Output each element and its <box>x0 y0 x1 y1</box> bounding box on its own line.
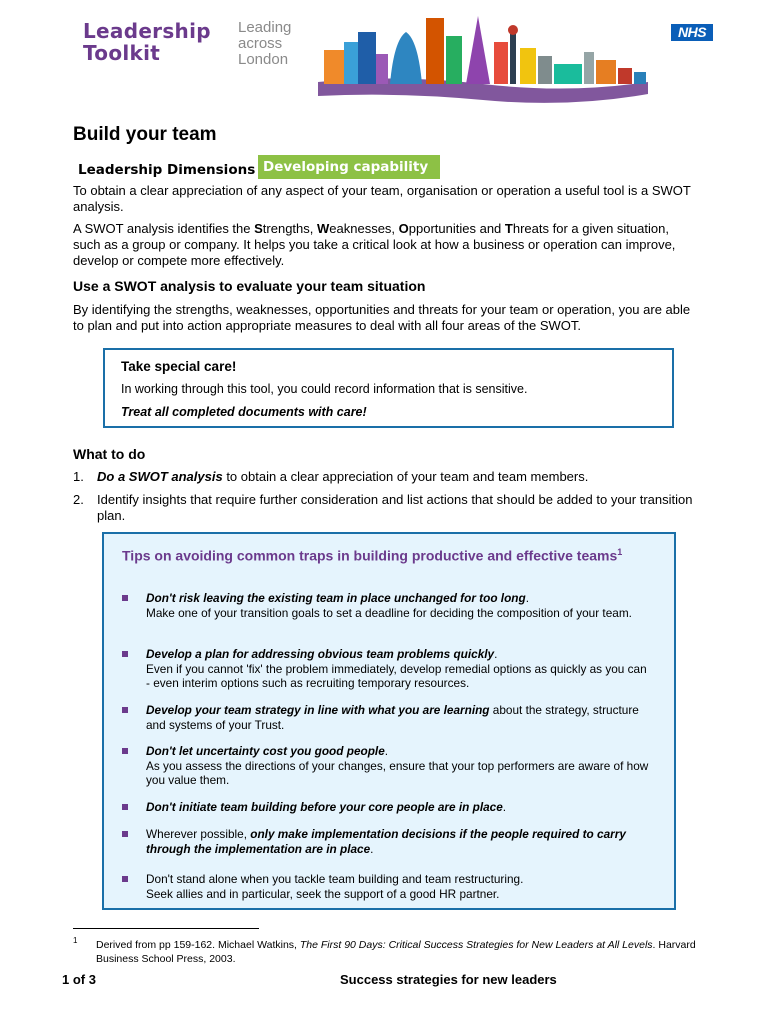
footnote-divider <box>73 928 259 929</box>
tip-after: . <box>370 841 374 856</box>
section-paragraph-swot: By identifying the strengths, weaknesses, opportunities and threats for your team or operation, you are able to plan and put into action appropriate measures to deal with all four areas of the SWOT. <box>73 302 691 333</box>
step-2-number: 2. <box>73 492 84 507</box>
lal-line-1: Leading <box>238 19 292 36</box>
p2-text: trengths, <box>262 221 317 236</box>
footnote-post: . Harvard Business School Press, 2003. <box>96 939 696 965</box>
footnote-ref: 1 <box>617 547 623 557</box>
step-1-number: 1. <box>73 469 84 484</box>
bullet-icon <box>122 595 128 601</box>
intro-paragraph-2 <box>73 221 698 269</box>
footnote-text <box>96 938 696 966</box>
p2-letter-w: W <box>317 221 330 236</box>
tip-after: about the strategy, structure and systems of your Trust. <box>146 703 639 732</box>
what-to-do-heading: What to do <box>73 446 146 462</box>
tip-rest: Even if you cannot 'fix' the problem immediately, develop remedial options as quickly as you can - even interim options such as recruiting temporary resources. <box>146 661 647 690</box>
bullet-icon <box>122 804 128 810</box>
page-number: 1 of 3 <box>62 972 96 987</box>
tip-bold: Develop your team strategy in line with what you are learning <box>146 703 490 717</box>
tip-pre: Wherever possible, <box>146 827 251 841</box>
leadership-toolkit-logo <box>83 20 233 64</box>
tips-title-text: Tips on avoiding common traps in building productive and effective teams <box>122 547 618 564</box>
p2-letter-s: S <box>254 221 263 236</box>
tip-rest: Make one of your transition goals to set a deadline for deciding the composition of your team. <box>146 605 632 620</box>
tip-bold: Don't initiate team building before your core people are in place <box>146 800 503 814</box>
p2-text: eaknesses, <box>329 221 399 236</box>
dimensions-label: Leadership Dimensions <box>78 162 256 178</box>
tip-bold: Develop a plan for addressing obvious team problems quickly <box>146 647 495 661</box>
brand-line-1: Leadership <box>83 19 211 43</box>
p2-text: hreats for a given situation, such as a group or company. It helps you take a critical look at how a business or operation can improve, develop or compete more effectively. <box>73 221 676 268</box>
tip-rest: Seek allies and in particular, seek the support of a good HR partner. <box>146 886 500 901</box>
p2-letter-o: O <box>398 221 409 236</box>
tip-after: . <box>502 800 507 814</box>
p2-letter-t: T <box>504 221 513 236</box>
special-care-box <box>103 348 674 428</box>
step-1 <box>73 469 698 485</box>
footer-series-title: Success strategies for new leaders <box>340 972 557 987</box>
section-heading-swot: Use a SWOT analysis to evaluate your team situation <box>73 278 426 294</box>
tips-title <box>122 544 642 564</box>
tip-bold: only make implementation decisions if the people required to carry through the implementation are in place <box>146 827 626 856</box>
bullet-icon <box>122 707 128 713</box>
tip-after: . <box>525 591 529 605</box>
footnote-book-title: The First 90 Days: Critical Success Strategies for New Leaders at All Levels <box>299 939 653 951</box>
footnote-pre: Derived from pp 159-162. Michael Watkins, <box>96 939 300 951</box>
tip-bold: Don't risk leaving the existing team in place unchanged for too long <box>146 591 526 605</box>
tip-rest: As you assess the directions of your changes, ensure that your top performers are aware of how you value them. <box>146 758 649 787</box>
leading-across-london-logo <box>238 20 308 68</box>
bullet-icon <box>122 651 128 657</box>
brand-line-2: Toolkit <box>83 41 161 65</box>
bullet-icon <box>122 831 128 837</box>
tip-after: . <box>384 744 389 758</box>
tip-bold: Don't let uncertainty cost you good people <box>146 744 385 758</box>
care-line-2: Treat all completed documents with care! <box>121 405 367 419</box>
bullet-icon <box>122 876 128 882</box>
step-2 <box>73 492 698 524</box>
nhs-logo: NHS <box>671 24 713 41</box>
p2-text: A SWOT analysis identifies the <box>73 221 255 236</box>
step-1-rest: to obtain a clear appreciation of your team and team members. <box>222 469 589 484</box>
tips-box <box>102 532 676 910</box>
footnote-number: 1 <box>73 936 78 945</box>
page-title: Build your team <box>73 124 217 145</box>
london-skyline-illustration <box>318 12 648 114</box>
step-2-text: Identify insights that require further consideration and list actions that should be added to your transition plan. <box>97 492 693 523</box>
p2-text: pportunities and <box>408 221 505 236</box>
care-title: Take special care! <box>121 359 237 374</box>
care-line-1: In working through this tool, you could record information that is sensitive. <box>121 382 528 396</box>
dimensions-badge: Developing capability <box>258 155 440 179</box>
bullet-icon <box>122 748 128 754</box>
tip-pre: Don't stand alone when you tackle team building and team restructuring. <box>146 872 524 886</box>
intro-paragraph-1: To obtain a clear appreciation of any aspect of your team, organisation or operation a useful tool is a SWOT analysis. <box>73 183 691 214</box>
lal-line-3: London <box>238 51 289 68</box>
lal-line-2: across <box>238 35 283 52</box>
step-1-text <box>97 469 697 485</box>
tip-after: . <box>494 647 498 661</box>
step-1-bold: Do a SWOT analysis <box>97 469 223 484</box>
